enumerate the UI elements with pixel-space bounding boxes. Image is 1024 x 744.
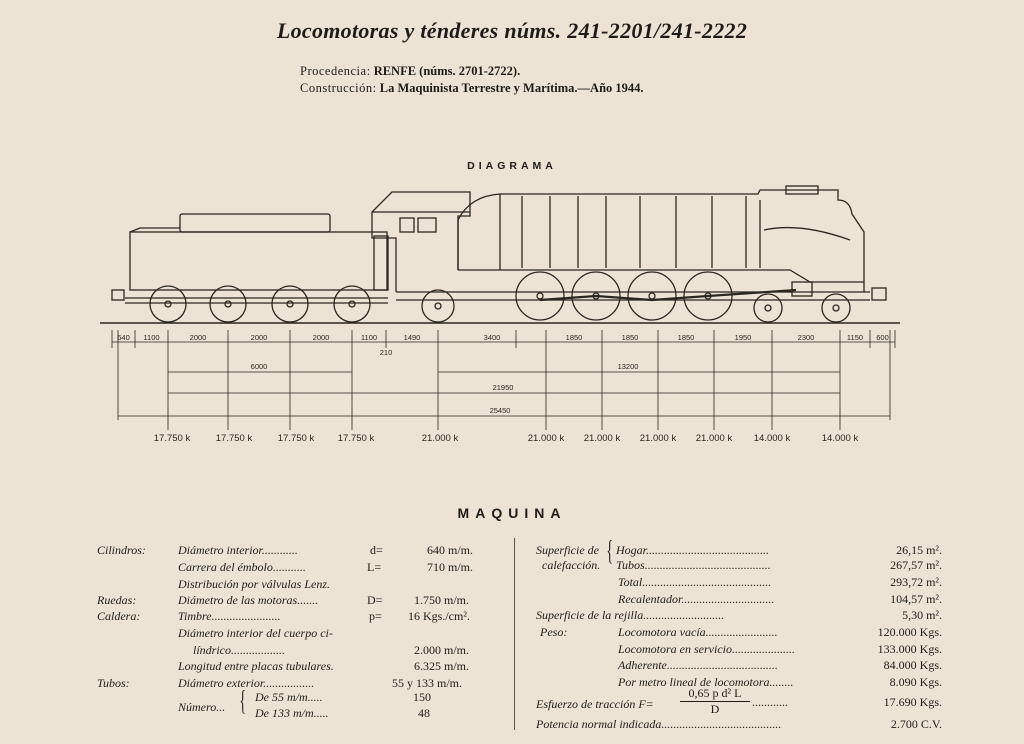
de133-label: De 133 m/m.....	[255, 706, 329, 720]
adherente-label: Adherente.....................................	[618, 658, 778, 672]
diam-ext-label: Diámetro exterior.................	[178, 676, 315, 690]
dim-tender-base: 6000	[250, 362, 268, 371]
ruedas-label: Ruedas:	[97, 593, 137, 607]
trailing-wheel	[422, 290, 454, 322]
longitud-label: Longitud entre placas tubulares.	[178, 659, 334, 673]
cilindros-label: Cilindros:	[97, 543, 146, 557]
esfuerzo-label: Esfuerzo de tracción F=	[536, 697, 654, 711]
de55-label: De 55 m/m.....	[255, 690, 323, 704]
tender-wheel	[210, 286, 246, 322]
numero-label: Número...	[178, 700, 226, 714]
dim-total-wheelbase: 21950	[492, 383, 514, 392]
column-divider	[514, 538, 515, 730]
por-metro-value: 8.090 Kgs.	[889, 675, 942, 689]
timbre-symbol: p=	[369, 609, 382, 623]
longitud-value: 6.325 m/m.	[414, 659, 470, 673]
wheel-hub	[435, 303, 441, 309]
loco-wheels	[422, 272, 850, 322]
dim-segment-9: 1850	[621, 333, 639, 342]
distribucion-label: Distribución por válvulas Lenz.	[178, 577, 330, 591]
axle-load-6: 21.000 k	[583, 433, 621, 444]
diagram-heading: DIAGRAMA	[467, 160, 557, 172]
servicio-label: Locomotora en servicio.....................	[618, 642, 795, 656]
diam-ext-value: 55 y 133 m/m.	[392, 676, 463, 690]
driving-wheel	[628, 272, 676, 320]
superficie-label-2: calefacción.	[542, 558, 601, 572]
axle-load-1: 17.750 k	[215, 433, 253, 444]
rejilla-label: Superficie de la rejilla...........................	[536, 608, 725, 622]
loco-buffer	[872, 288, 886, 300]
construccion-value: La Maquinista Terrestre y Marítima.—Año 1944.	[379, 81, 644, 95]
dim-segment-2: 2000	[189, 333, 207, 342]
axle-load-4: 21.000 k	[421, 433, 459, 444]
dim-segment-11: 1950	[734, 333, 752, 342]
numero-brace: {	[239, 686, 247, 717]
tender-body	[130, 232, 387, 290]
wheel-hub	[537, 293, 543, 299]
tubos-sup-value: 267,57 m².	[890, 558, 942, 572]
running-board	[458, 270, 864, 282]
dim-segment-5: 1100	[360, 333, 378, 342]
dim-segment-4: 2000	[312, 333, 330, 342]
boiler-casing	[458, 190, 864, 292]
vacia-value: 120.000 Kgs.	[877, 625, 942, 639]
de55-value: 150	[413, 690, 431, 704]
diam-int-label: Diámetro interior............	[178, 543, 298, 557]
recalentador-label: Recalentador...............................	[618, 592, 775, 606]
esfuerzo-denominator: D	[710, 702, 720, 716]
superficie-label-1: Superficie de	[536, 543, 599, 557]
dim-segment-10: 1850	[677, 333, 695, 342]
bogie-wheel	[754, 294, 782, 322]
dimension-labels	[117, 333, 889, 415]
dim-segment-8: 1850	[565, 333, 583, 342]
tender-wheels	[150, 286, 370, 322]
dim-segment-12: 2300	[797, 333, 815, 342]
axle-load-0: 17.750 k	[153, 433, 191, 444]
rejilla-value: 5,30 m².	[902, 608, 942, 622]
caldera-label: Caldera:	[97, 609, 141, 623]
peso-label: Peso:	[540, 625, 568, 639]
construccion-label: Construcción:	[300, 81, 377, 95]
carrera-value: 710 m/m.	[427, 560, 474, 574]
tender-wheel	[150, 286, 186, 322]
diam-int-value: 640 m/m.	[427, 543, 474, 557]
timbre-value: 16 Kgs./cm².	[408, 609, 470, 623]
axle-load-2: 17.750 k	[277, 433, 315, 444]
diam-cuerpo-label-1: Diámetro interior del cuerpo ci-	[178, 626, 333, 640]
tender-wheel-hub	[349, 301, 355, 307]
diam-motoras-symbol: D=	[367, 593, 383, 607]
tender-tank-top	[180, 214, 330, 232]
tender-wheel-hub	[287, 301, 293, 307]
dim-loco-base: 13200	[617, 362, 639, 371]
dim-segment-3: 2000	[250, 333, 268, 342]
maquina-heading: MAQUINA	[457, 505, 567, 521]
esfuerzo-value: 17.690 Kgs.	[883, 695, 942, 709]
tender-wheel-hub	[225, 301, 231, 307]
tender-wheel	[334, 286, 370, 322]
axle-load-9: 14.000 k	[753, 433, 791, 444]
bogie-wheel	[822, 294, 850, 322]
tender-wheel	[272, 286, 308, 322]
axle-load-3: 17.750 k	[337, 433, 375, 444]
tender-buffer	[112, 290, 124, 300]
wheel-hub	[833, 305, 839, 311]
carrera-symbol: L=	[367, 560, 382, 574]
axle-load-10: 14.000 k	[821, 433, 859, 444]
tubos-sup-label: Tubos..........................................	[616, 558, 771, 572]
vacia-label: Locomotora vacía........................	[618, 625, 778, 639]
esfuerzo-leader: ............	[752, 695, 788, 709]
tender-wheel-hub	[165, 301, 171, 307]
wheel-hub	[765, 305, 771, 311]
diam-int-symbol: d=	[370, 543, 383, 557]
wheel-hub	[649, 293, 655, 299]
por-metro-label: Por metro lineal de locomotora........	[618, 675, 794, 689]
cab-window	[400, 218, 414, 232]
dim-extra: 210	[379, 348, 393, 357]
diam-cuerpo-label-2: líndrico..................	[193, 643, 285, 657]
diam-motoras-label: Diámetro de las motoras.......	[178, 593, 319, 607]
dim-segment-13: 1150	[846, 333, 864, 342]
driving-wheel	[516, 272, 564, 320]
servicio-value: 133.000 Kgs.	[877, 642, 942, 656]
axle-load-7: 21.000 k	[639, 433, 677, 444]
tubos-label: Tubos:	[97, 676, 130, 690]
adherente-value: 84.000 Kgs.	[883, 658, 942, 672]
cab-window	[418, 218, 436, 232]
tender-rear-panel	[374, 236, 388, 290]
potencia-value: 2.700 C.V.	[890, 717, 942, 731]
procedencia-label: Procedencia:	[300, 64, 371, 78]
dim-segment-14: 600	[876, 333, 889, 342]
diam-motoras-value: 1.750 m/m.	[414, 593, 470, 607]
hogar-label: Hogar.........................................	[616, 543, 770, 557]
dim-segment-7: 3400	[483, 333, 501, 342]
dim-total-length: 25450	[489, 406, 511, 415]
potencia-label: Potencia normal indicada........................................	[536, 717, 782, 731]
procedencia-value: RENFE (núms. 2701-2722).	[373, 64, 521, 78]
axle-load-5: 21.000 k	[527, 433, 565, 444]
timbre-label: Timbre.......................	[178, 609, 281, 623]
superficie-brace: {	[606, 536, 614, 567]
total-value: 293,72 m².	[890, 575, 942, 589]
total-label: Total...........................................	[618, 575, 772, 589]
page-title: Locomotoras y ténderes núms. 241-2201/241-2222	[276, 18, 748, 43]
diam-cuerpo-value: 2.000 m/m.	[414, 643, 470, 657]
hogar-value: 26,15 m².	[896, 543, 942, 557]
axle-load-8: 21.000 k	[695, 433, 733, 444]
de133-value: 48	[418, 706, 430, 720]
dim-segment-6: 1490	[403, 333, 421, 342]
carrera-label: Carrera del émbolo...........	[178, 560, 306, 574]
smoke-deflector	[764, 228, 850, 240]
axle-load-labels	[154, 433, 859, 444]
dim-segment-1: 1100	[143, 333, 160, 342]
dim-segment-0: 640	[117, 333, 130, 342]
dimension-lines	[112, 330, 895, 430]
recalentador-value: 104,57 m².	[890, 592, 942, 606]
esfuerzo-numerator: 0,65 p d² L	[688, 686, 742, 700]
